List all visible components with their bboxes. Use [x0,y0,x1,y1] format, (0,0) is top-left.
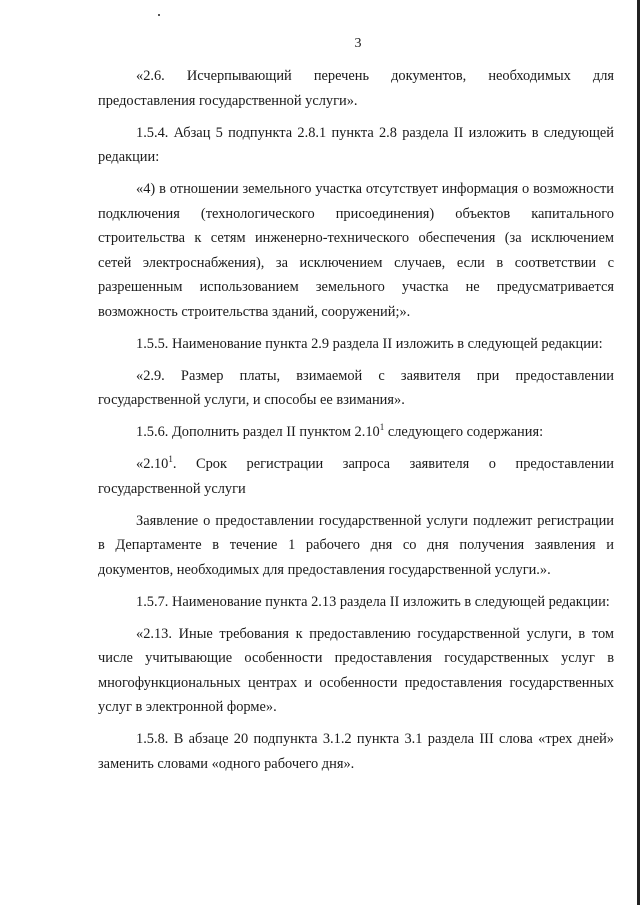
paragraph-2-10-1 [98,452,614,501]
paragraph-1-5-8: 1.5.8. В абзаце 20 подпункта 3.1.2 пункта 3.1 раздела III слова «трех дней» заменить словами «одного рабочего дня». [98,731,614,772]
paragraph-1-5-6-text: 1.5.6. Дополнить раздел II пунктом 2.10 [136,424,380,440]
paragraph-1-5-7: 1.5.7. Наименование пункта 2.13 раздела II изложить в следующей редакции: [136,593,610,610]
paragraph-2-9: «2.9. Размер платы, взимаемой с заявителя при предоставлении государственной услуги, и способы ее взимания». [98,367,614,408]
paragraph-1-5-6 [98,420,614,445]
scan-speck [158,14,160,16]
paragraph-1-5-5: 1.5.5. Наименование пункта 2.9 раздела II изложить в следующей редакции: [136,335,603,352]
page-number: 3 [354,36,362,51]
paragraph-2-10-1-text-end: . Срок регистрации запроса заявителя о предоставлении государственной услуги [98,456,614,497]
document-body [98,64,614,784]
paragraph-4-quote: «4) в отношении земельного участка отсутствует информация о возможности подключения (технологического присоединения) объектов капитального строительства к сетям инженерно-технического обеспечения (за исключением сетей электроснабжения), за исключением случаев, если в соответствии с разрешенным использованием земельного участка не предусматривается возможность строительства зданий, сооружений;». [98,181,614,320]
paragraph-2-6: «2.6. Исчерпывающий перечень документов, необходимых для предоставления государственной услуги». [98,68,614,109]
superscript: 1 [168,454,173,465]
paragraph-2-10-1-text: «2.10 [136,456,169,472]
superscript: 1 [379,422,385,433]
paragraph-application: Заявление о предоставлении государственной услуги подлежит регистрации в Департаменте в течение 1 рабочего дня со дня получения заявления и документов, необходимых для предоставления государственной услуги.». [98,512,614,578]
paragraph-1-5-4: 1.5.4. Абзац 5 подпункта 2.8.1 пункта 2.8 раздела II изложить в следующей редакции: [98,124,614,165]
paragraph-2-13: «2.13. Иные требования к предоставлению государственной услуги, в том числе учитывающие особенности предоставления государственных услуг в многофункциональных центрах и особенности предоставления государственных услуг в электронной форме». [98,625,614,715]
paragraph-1-5-6-text-end: следующего содержания: [384,424,544,440]
